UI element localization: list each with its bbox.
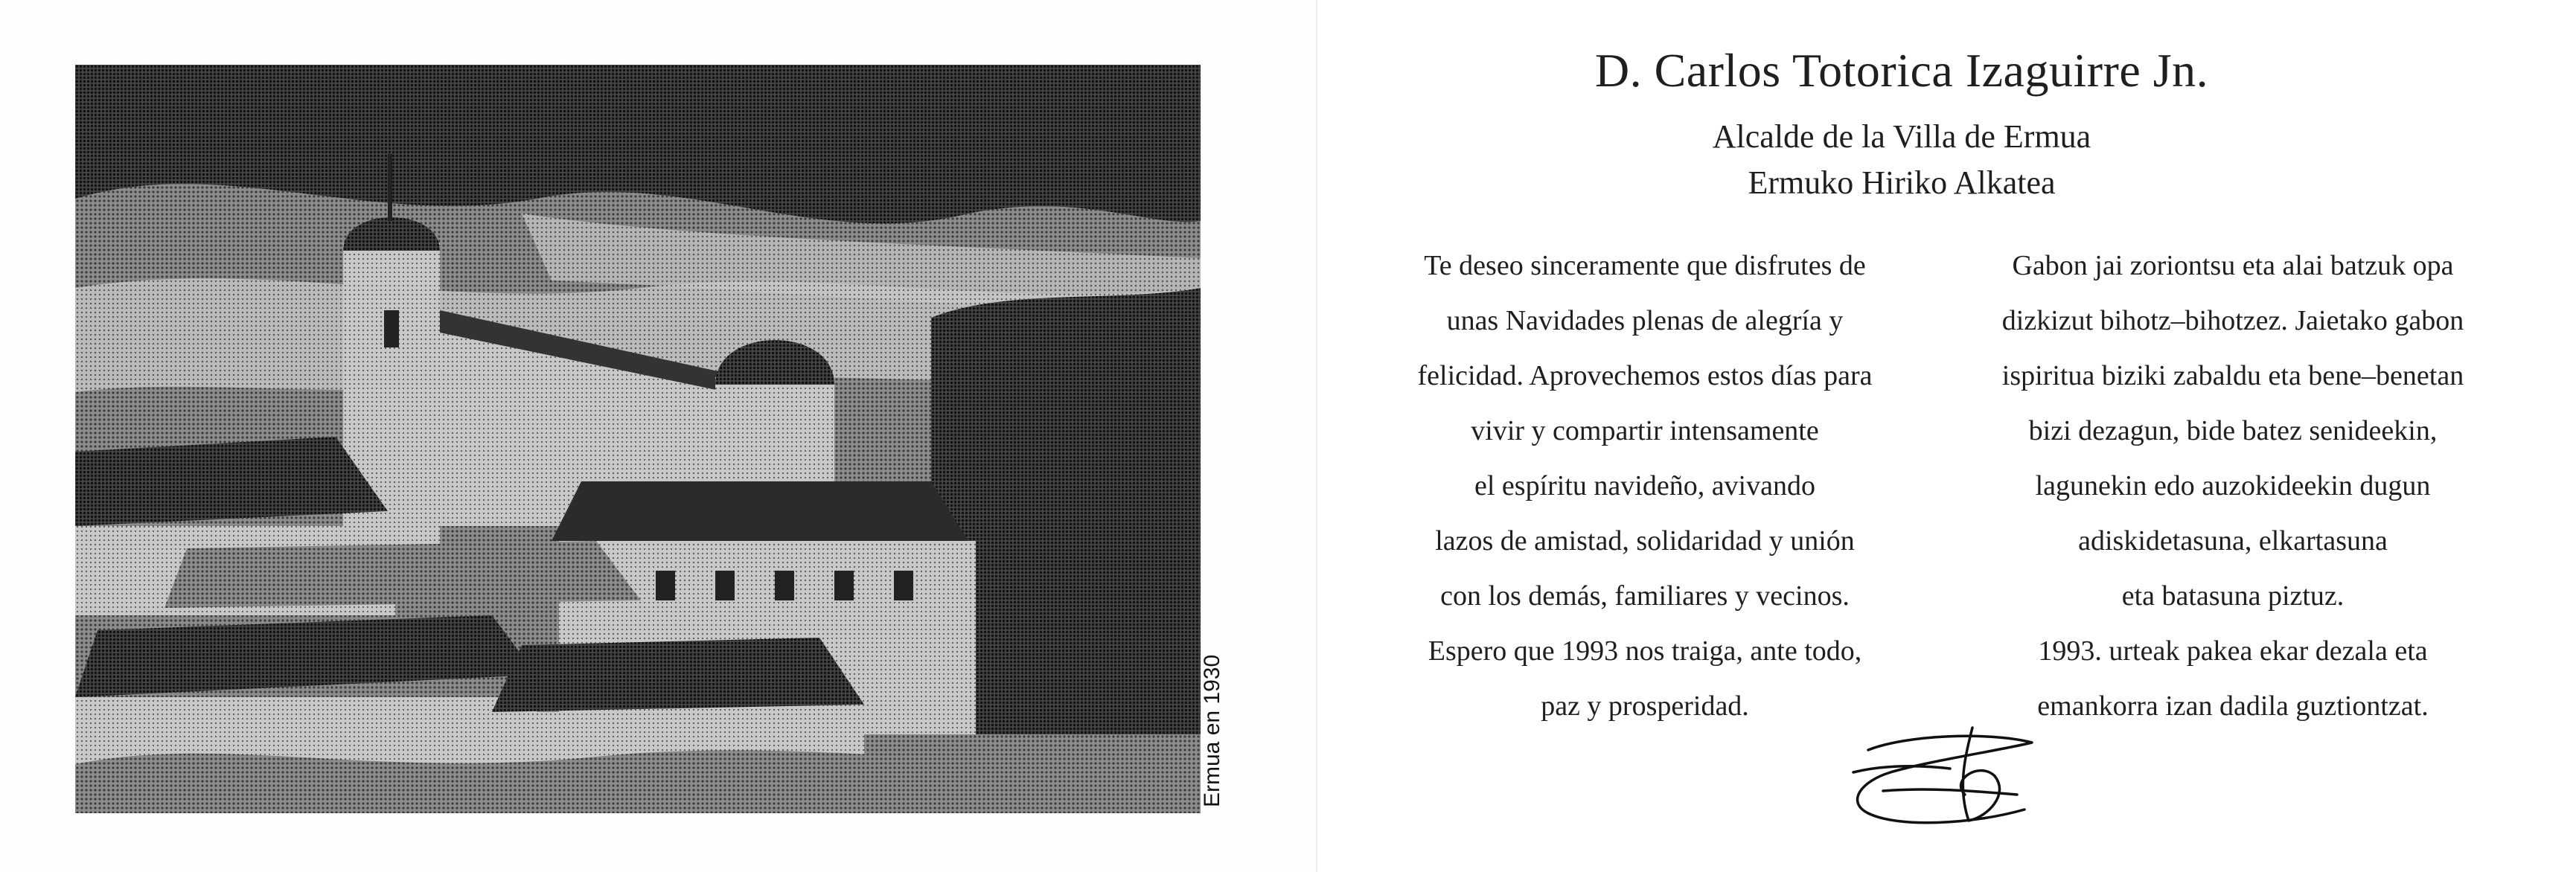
greeting-line: bizi dezagun, bide batez senideekin,	[2028, 415, 2438, 446]
greeting-line: lazos de amistad, solidaridad y unión	[1435, 525, 1855, 557]
town-photo	[75, 65, 1201, 813]
greeting-line: unas Navidades plenas de alegría y	[1446, 305, 1844, 336]
greeting-line: ispiritua biziki zabaldu eta bene–benetan	[2001, 360, 2464, 391]
greeting-line: lagunekin edo auzokideekin dugun	[2035, 470, 2431, 501]
greeting-line: vivir y compartir intensamente	[1471, 415, 1819, 446]
title-basque: Ermuko Hiriko Alkatea	[1748, 164, 2056, 201]
greeting-spanish	[1362, 238, 1928, 734]
greeting-line: el espíritu navideño, avivando	[1474, 470, 1815, 501]
greeting-line: Espero que 1993 nos traiga, ante todo,	[1428, 635, 1862, 667]
greeting-line: Te deseo sinceramente que disfrutes de	[1424, 250, 1866, 281]
greeting-line: dizkizut bihotz–bihotzez. Jaietako gabon	[2001, 305, 2464, 336]
greeting-line: Gabon jai zoriontsu eta alai batzuk opa	[2012, 250, 2454, 281]
greeting-line: felicidad. Aprovechemos estos días para	[1417, 360, 1873, 391]
greeting-line: eta batasuna piztuz.	[2121, 580, 2345, 612]
card-fold	[1316, 0, 1317, 872]
greeting-line: 1993. urteak pakea ekar dezala eta	[2038, 635, 2428, 667]
greeting-line: emankorra izan dadila guztiontzat.	[2037, 690, 2429, 722]
greeting-line: adiskidetasuna, elkartasuna	[2078, 525, 2388, 557]
greeting-line: paz y prosperidad.	[1541, 690, 1749, 722]
mayor-name: D. Carlos Totorica Izaguirre Jn.	[1594, 44, 2209, 97]
town-photo-illustration	[75, 65, 1201, 813]
mayor-signature	[1838, 720, 2047, 836]
photo-caption: Ermua en 1930	[1200, 654, 1224, 807]
title-spanish: Alcalde de la Villa de Ermua	[1712, 118, 2091, 155]
greeting-basque	[1950, 238, 2516, 734]
greeting-line: con los demás, familiares y vecinos.	[1440, 580, 1850, 612]
